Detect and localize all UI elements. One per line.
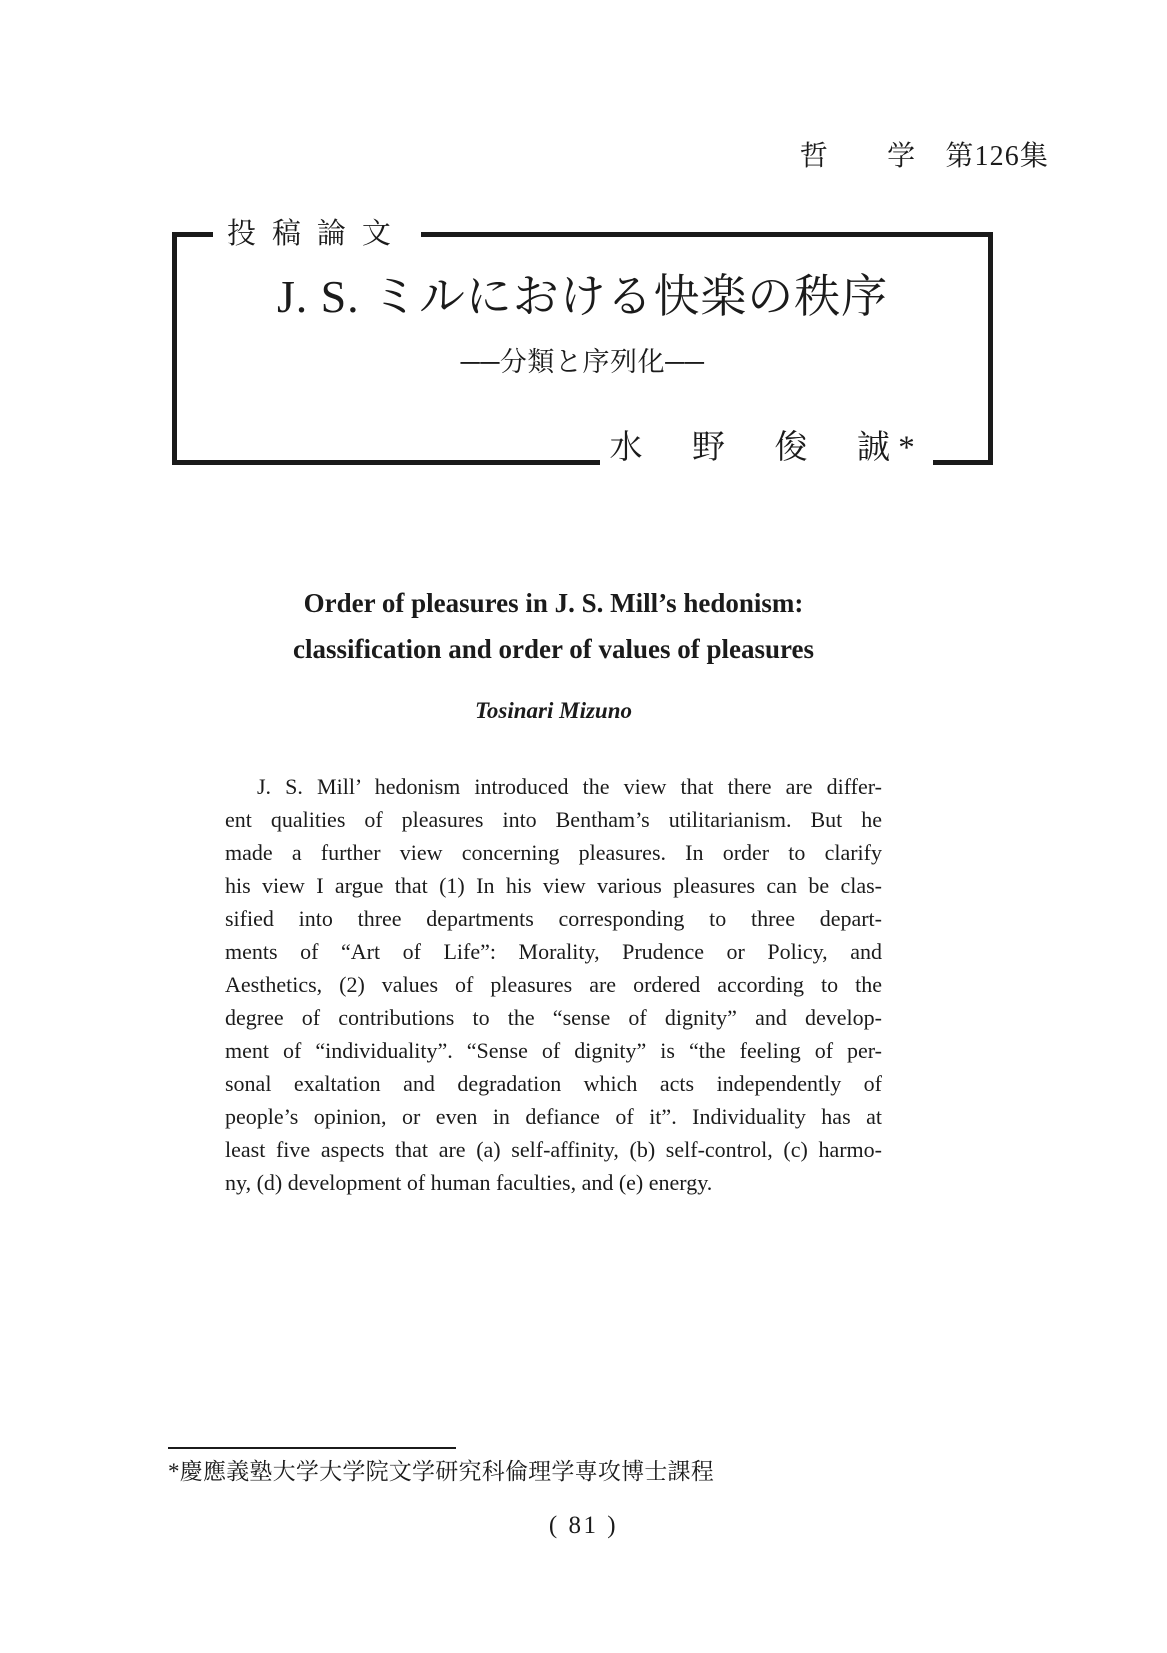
english-title [225, 580, 882, 672]
abstract-line: his view I argue that (1) In his view various pleasures can be clas- [225, 873, 882, 898]
english-title-line2: classification and order of values of pleasures [292, 634, 814, 664]
author-affiliation-footnote: *慶應義塾大学大学院文学研究科倫理学専攻博士課程 [168, 1459, 715, 1484]
paper-subtitle-japanese: ──分類と序列化── [460, 347, 705, 378]
abstract-line: ments of “Art of Life”: Morality, Prudence or Policy, and [225, 939, 882, 964]
author-name-romanized: Tosinari Mizuno [474, 698, 633, 723]
abstract-line: ent qualities of pleasures into Bentham’s utilitarianism. But he [225, 807, 882, 832]
abstract-line: degree of contributions to the “sense of dignity” and develop- [225, 1005, 882, 1030]
footnote-rule [168, 1447, 456, 1449]
title-box [172, 218, 993, 466]
english-title-line1: Order of pleasures in J. S. Mill’s hedonism: [303, 588, 804, 618]
paper-title-japanese: J. S. ミルにおける快楽の秩序 [276, 271, 889, 322]
abstract-line: made a further view concerning pleasures. In order to clarify [225, 840, 882, 865]
submitted-paper-label: 投稿論文 [213, 215, 421, 253]
abstract-line: ny, (d) development of human faculties, and (e) energy. [225, 1170, 713, 1195]
abstract-line: J. S. Mill’ hedonism introduced the view that there are differ- [257, 774, 882, 799]
abstract-line: sified into three departments corresponding to three depart- [225, 906, 882, 931]
abstract-line: Aesthetics, (2) values of pleasures are ordered according to the [225, 972, 882, 997]
journal-volume-header: 哲 学 第126集 [799, 141, 1049, 172]
abstract-line: least five aspects that are (a) self-affinity, (b) self-control, (c) harmo- [225, 1137, 882, 1162]
abstract-line: sonal exaltation and degradation which acts independently of [225, 1071, 882, 1096]
page-number: ( 81 ) [548, 1512, 619, 1539]
author-name-japanese: 水 野 俊 誠* [600, 426, 934, 470]
abstract [225, 770, 882, 1199]
abstract-line: people’s opinion, or even in defiance of it”. Individuality has at [225, 1104, 882, 1129]
abstract-line: ment of “individuality”. “Sense of dignity” is “the feeling of per- [225, 1038, 882, 1063]
